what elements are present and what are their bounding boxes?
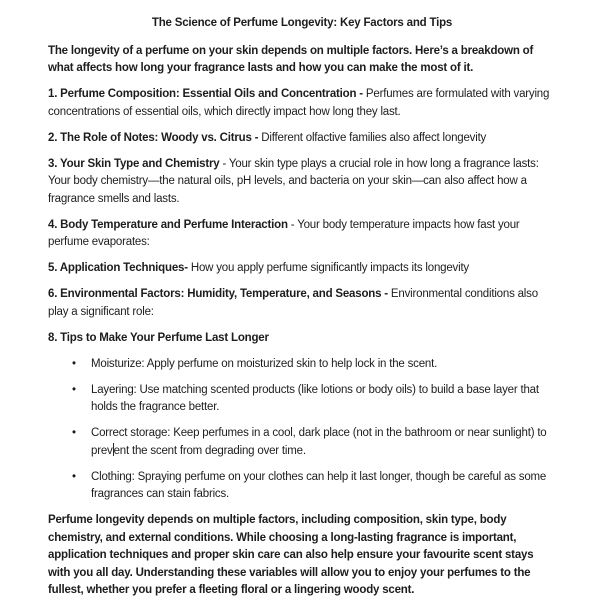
section-4-text[interactable]: - Your body temperature impacts how fast your perfume evaporates: [48, 218, 520, 248]
section-6-text[interactable]: Environmental conditions also play a significant role: [48, 288, 538, 318]
section-3-label[interactable]: 3. Your Skin Type and Chemistry [48, 157, 220, 170]
list-item-correct-storage[interactable] [72, 425, 556, 460]
section-paragraph-6[interactable] [48, 286, 556, 321]
document-title[interactable]: The Science of Perfume Longevity: Key Factors and Tips [151, 17, 453, 29]
bullet-text[interactable]: Layering: Use matching scented products (like lotions or body oils) to build a base layer that holds the fragrance better. [91, 383, 539, 413]
bullet-text-before-cursor[interactable]: Correct storage: Keep perfumes in a cool, dark place (not in the bathroom or near sunlight) to prev [91, 427, 547, 457]
section-1-label[interactable]: 1. Perfume Composition: Essential Oils and Concentration - [48, 88, 363, 100]
list-item-layering[interactable] [72, 382, 556, 417]
tips-list [48, 356, 556, 504]
section-2-label[interactable]: 2. The Role of Notes: Woody vs. Citrus - [48, 131, 259, 144]
tips-heading[interactable]: 8. Tips to Make Your Perfume Last Longer [48, 331, 269, 344]
section-paragraph-2[interactable] [48, 130, 556, 148]
section-paragraph-1[interactable] [48, 86, 556, 121]
section-5-text[interactable]: How you apply perfume significantly impacts its longevity [187, 262, 469, 274]
section-2-text[interactable]: Different olfactive families also affect longevity [258, 131, 487, 144]
section-6-label[interactable]: 6. Environmental Factors: Humidity, Temperature, and Seasons - [48, 288, 388, 300]
section-paragraph-4[interactable] [48, 217, 556, 252]
closing-paragraph[interactable]: Perfume longevity depends on multiple factors, including composition, skin type, body chemistry, and external conditions. While choosing a long-lasting fragrance is important, application techniques and proper skin care can also help ensure your favourite scent stays with you all day. Understanding these variables will allow you to enjoy your perfumes to the fullest, whether you prefer a fleeting floral or a lingering woody scent. [48, 514, 534, 596]
section-3-text[interactable]: - Your skin type plays a crucial role in how long a fragrance lasts: Your body chemistry—the natural oils, pH levels, and bacteria on your skin—can also affect how a fragrance smells and lasts. [48, 157, 539, 205]
bullet-text[interactable]: Moisturize: Apply perfume on moisturized skin to help lock in the scent. [91, 357, 438, 370]
bullet-text[interactable]: Clothing: Spraying perfume on your clothes can help it last longer, though be careful as some fragrances can stain fabrics. [91, 470, 547, 500]
section-5-label[interactable]: 5. Application Techniques- [48, 262, 188, 274]
intro-paragraph[interactable]: The longevity of a perfume on your skin depends on multiple factors. Here’s a breakdown of what affects how long your fragrance lasts and how you can make the most of it. [48, 44, 534, 74]
section-1-text[interactable]: Perfumes are formulated with varying concentrations of essential oils, which directly impact how long they last. [48, 88, 550, 118]
section-4-label[interactable]: 4. Body Temperature and Perfume Interaction [48, 218, 288, 231]
list-item-clothing[interactable] [72, 469, 556, 504]
section-paragraph-3[interactable] [48, 156, 556, 209]
bullet-text-after-cursor[interactable]: ent the scent from degrading over time. [113, 444, 306, 457]
list-item-moisturize[interactable] [72, 356, 556, 374]
section-paragraph-5[interactable] [48, 260, 556, 278]
